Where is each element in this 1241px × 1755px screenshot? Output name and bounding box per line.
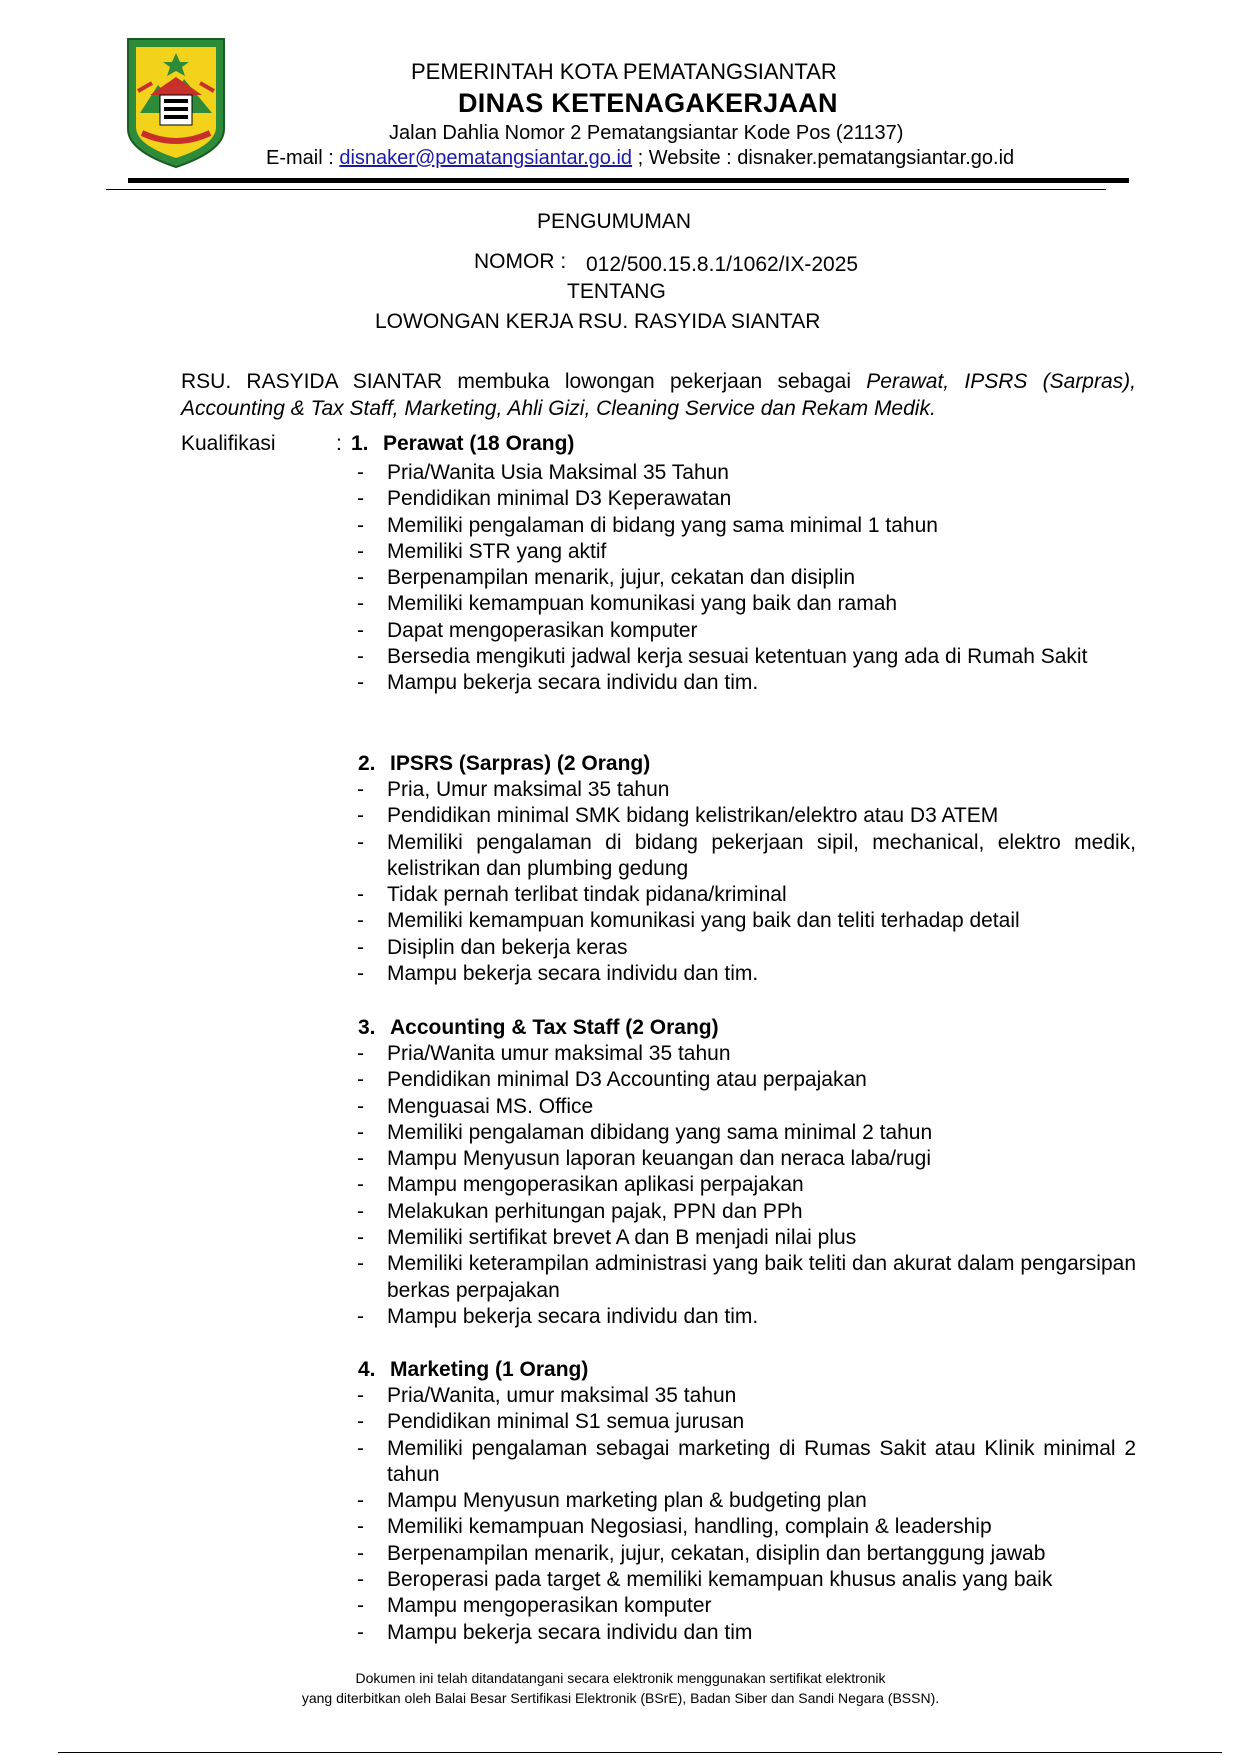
requirement-text: Beroperasi pada target & memiliki kemampuan khusus analis yang baik xyxy=(387,1568,1053,1592)
intro-positions: Perawat, IPSRS (Sarpras), Accounting & Tax Staff, Marketing, Ahli Gizi, Cleaning Service dan Rekam Medik. xyxy=(181,370,1136,420)
dash-bullet: - xyxy=(357,645,364,669)
requirement-text: Memiliki kemampuan komunikasi yang baik dan teliti terhadap detail xyxy=(387,909,1020,933)
government-name: PEMERINTAH KOTA PEMATANGSIANTAR xyxy=(411,59,837,84)
dash-bullet: - xyxy=(357,935,364,959)
contact-line xyxy=(266,146,1014,170)
requirement-text: Tidak pernah terlibat tindak pidana/kriminal xyxy=(387,883,787,907)
list-item xyxy=(355,1409,1136,1435)
requirement-text: Dapat mengoperasikan komputer xyxy=(387,618,698,642)
list-item xyxy=(355,460,1136,486)
list-item xyxy=(355,961,1136,987)
dash-bullet: - xyxy=(357,1173,364,1197)
requirement-text: Pria/Wanita, umur maksimal 35 tahun xyxy=(387,1384,737,1407)
dash-bullet: - xyxy=(357,1620,364,1644)
number-label: NOMOR : xyxy=(474,250,567,273)
footer-line-2: yang diterbitkan oleh Balai Besar Sertifikasi Elektronik (BSrE), Badan Siber dan Sandi Negara (BSSN). xyxy=(301,1690,940,1706)
list-item xyxy=(355,1383,1136,1409)
requirement-text: Memiliki STR yang aktif xyxy=(387,539,607,563)
requirement-text: Memiliki pengalaman di bidang pekerjaan sipil, mechanical, elektro medik, kelistrikan dan plumbing gedung xyxy=(387,830,1136,880)
requirement-text: Bersedia mengikuti jadwal kerja sesuai ketentuan yang ada di Rumah Sakit xyxy=(387,645,1088,669)
dash-bullet: - xyxy=(357,1489,364,1513)
requirements-perawat xyxy=(355,460,1136,697)
requirement-text: Pria, Umur maksimal 35 tahun xyxy=(387,778,670,801)
dash-bullet: - xyxy=(357,804,364,828)
section-number: 3. xyxy=(358,1016,376,1039)
list-item xyxy=(355,777,1136,803)
requirement-text: Pendidikan minimal S1 semua jurusan xyxy=(387,1410,745,1434)
email-link[interactable]: disnaker@pematangsiantar.go.id xyxy=(339,147,633,169)
intro-paragraph xyxy=(181,368,1136,422)
section-title-perawat xyxy=(351,430,574,457)
dash-bullet: - xyxy=(357,778,364,801)
requirement-text: Pendidikan minimal D3 Accounting atau perpajakan xyxy=(387,1068,867,1092)
requirement-text: Mampu bekerja secara individu dan tim. xyxy=(387,1304,759,1328)
dash-bullet: - xyxy=(357,513,364,537)
agency-address: Jalan Dahlia Nomor 2 Pematangsiantar Kode Pos (21137) xyxy=(389,122,904,144)
requirement-text: Memiliki pengalaman sebagai marketing di Rumas Sakit atau Klinik minimal 2 tahun xyxy=(387,1436,1136,1486)
dash-bullet: - xyxy=(357,1568,364,1592)
dash-bullet: - xyxy=(357,1384,364,1407)
dash-bullet: - xyxy=(357,1094,364,1118)
list-item xyxy=(355,1488,1136,1514)
number-value: 012/500.15.8.1/1062/IX-2025 xyxy=(586,253,859,276)
section-title-accounting xyxy=(358,1014,719,1041)
dash-bullet: - xyxy=(357,592,364,616)
list-item xyxy=(355,1620,1136,1646)
dash-bullet: - xyxy=(357,671,364,695)
email-label: E-mail : xyxy=(266,147,340,169)
requirement-text: Mampu bekerja secara individu dan tim. xyxy=(387,671,759,695)
list-item xyxy=(355,1251,1136,1304)
dash-bullet: - xyxy=(357,830,364,854)
dash-bullet: - xyxy=(357,1226,364,1250)
list-item xyxy=(355,1436,1136,1489)
requirement-text: Pria/Wanita umur maksimal 35 tahun xyxy=(387,1042,731,1065)
dash-bullet: - xyxy=(357,1410,364,1434)
list-item xyxy=(355,1120,1136,1146)
dash-bullet: - xyxy=(357,566,364,590)
dash-bullet: - xyxy=(357,1594,364,1618)
requirement-text: Memiliki sertifikat brevet A dan B menjadi nilai plus xyxy=(387,1226,857,1250)
list-item xyxy=(355,1067,1136,1093)
list-item xyxy=(355,591,1136,617)
requirement-text: Pria/Wanita Usia Maksimal 35 Tahun xyxy=(387,461,729,484)
dash-bullet: - xyxy=(357,962,364,986)
requirements-ipsrs xyxy=(355,777,1136,987)
list-item xyxy=(355,1304,1136,1330)
requirement-text: Memiliki pengalaman di bidang yang sama minimal 1 tahun xyxy=(387,513,938,537)
section-number: 1. xyxy=(351,432,369,455)
announcement-subject: LOWONGAN KERJA RSU. RASYIDA SIANTAR xyxy=(375,310,821,333)
about-label: TENTANG xyxy=(567,280,666,303)
section-title-ipsrs xyxy=(358,750,650,777)
requirement-text: Memiliki kemampuan Negosiasi, handling, complain & leadership xyxy=(387,1515,992,1539)
requirement-text: Mampu mengoperasikan komputer xyxy=(387,1594,712,1618)
requirements-marketing xyxy=(355,1383,1136,1646)
list-item xyxy=(355,935,1136,961)
dash-bullet: - xyxy=(357,1541,364,1565)
requirement-text: Berpenampilan menarik, jujur, cekatan dan disiplin xyxy=(387,566,856,590)
section-number: 2. xyxy=(358,752,376,775)
announcement-heading: PENGUMUMAN xyxy=(537,210,692,233)
dash-bullet: - xyxy=(357,883,364,907)
dash-bullet: - xyxy=(357,1515,364,1539)
dash-bullet: - xyxy=(357,487,364,511)
list-item xyxy=(355,618,1136,644)
list-item xyxy=(355,803,1136,829)
requirement-text: Mampu mengoperasikan aplikasi perpajakan xyxy=(387,1173,804,1197)
requirement-text: Disiplin dan bekerja keras xyxy=(387,935,628,959)
section-title-text: Marketing (1 Orang) xyxy=(390,1358,589,1381)
list-item xyxy=(355,1593,1136,1619)
agency-name: DINAS KETENAGAKERJAAN xyxy=(458,88,838,118)
dash-bullet: - xyxy=(357,539,364,563)
list-item xyxy=(355,1514,1136,1540)
dash-bullet: - xyxy=(357,1068,364,1092)
requirements-accounting xyxy=(355,1041,1136,1330)
requirement-text: Berpenampilan menarik, jujur, cekatan, disiplin dan bertanggung jawab xyxy=(387,1541,1046,1565)
dash-bullet: - xyxy=(357,909,364,933)
dash-bullet: - xyxy=(357,1304,364,1328)
section-number: 4. xyxy=(358,1358,376,1381)
requirement-text: Melakukan perhitungan pajak, PPN dan PPh xyxy=(387,1199,803,1223)
dash-bullet: - xyxy=(357,1120,364,1144)
qualification-colon: : xyxy=(336,432,342,455)
dash-bullet: - xyxy=(357,1199,364,1223)
list-item xyxy=(355,830,1136,883)
list-item xyxy=(355,1567,1136,1593)
dash-bullet: - xyxy=(357,461,364,484)
requirement-text: Mampu bekerja secara individu dan tim xyxy=(387,1620,753,1644)
section-title-marketing xyxy=(358,1356,588,1383)
emblem-icon xyxy=(122,33,230,171)
requirement-text: Mampu Menyusun marketing plan & budgeting plan xyxy=(387,1489,867,1513)
list-item xyxy=(355,1041,1136,1067)
list-item xyxy=(355,565,1136,591)
list-item xyxy=(355,1146,1136,1172)
list-item xyxy=(355,513,1136,539)
requirement-text: Memiliki kemampuan komunikasi yang baik dan ramah xyxy=(387,592,898,616)
list-item xyxy=(355,1541,1136,1567)
list-item xyxy=(355,670,1136,696)
list-item xyxy=(355,882,1136,908)
intro-text: RSU. RASYIDA SIANTAR membuka lowongan pekerjaan sebagai xyxy=(181,370,867,393)
section-title-text: IPSRS (Sarpras) (2 Orang) xyxy=(390,752,651,775)
list-item xyxy=(355,908,1136,934)
requirement-text: Menguasai MS. Office xyxy=(387,1094,594,1118)
section-title-text: Perawat (18 Orang) xyxy=(383,432,575,455)
letterhead-rule-thick xyxy=(128,178,1129,183)
requirement-text: Pendidikan minimal D3 Keperawatan xyxy=(387,487,732,511)
list-item xyxy=(355,486,1136,512)
dash-bullet: - xyxy=(357,1436,364,1460)
dash-bullet: - xyxy=(357,1042,364,1065)
list-item xyxy=(355,1199,1136,1225)
section-title-text: Accounting & Tax Staff (2 Orang) xyxy=(390,1016,719,1039)
requirement-text: Pendidikan minimal SMK bidang kelistrikan/elektro atau D3 ATEM xyxy=(387,804,999,828)
dash-bullet: - xyxy=(357,1252,364,1276)
requirement-text: Memiliki keterampilan administrasi yang baik teliti dan akurat dalam pengarsipan berkas perpajakan xyxy=(387,1252,1136,1302)
city-emblem-logo xyxy=(122,33,230,171)
footer-line-1: Dokumen ini telah ditandatangani secara elektronik menggunakan sertifikat elektronik xyxy=(355,1670,886,1686)
letterhead-rule-thin xyxy=(106,189,1106,190)
requirement-text: Mampu Menyusun laporan keuangan dan neraca laba/rugi xyxy=(387,1147,932,1171)
list-item xyxy=(355,1225,1136,1251)
footer-rule xyxy=(58,1752,1222,1753)
dash-bullet: - xyxy=(357,1147,364,1171)
dash-bullet: - xyxy=(357,618,364,642)
list-item xyxy=(355,644,1136,670)
list-item xyxy=(355,1172,1136,1198)
website-text: ; Website : disnaker.pematangsiantar.go.id xyxy=(632,147,1015,169)
list-item xyxy=(355,1094,1136,1120)
requirement-text: Memiliki pengalaman dibidang yang sama minimal 2 tahun xyxy=(387,1120,933,1144)
requirement-text: Mampu bekerja secara individu dan tim. xyxy=(387,962,759,986)
list-item xyxy=(355,539,1136,565)
qualification-label: Kualifikasi xyxy=(181,432,276,455)
